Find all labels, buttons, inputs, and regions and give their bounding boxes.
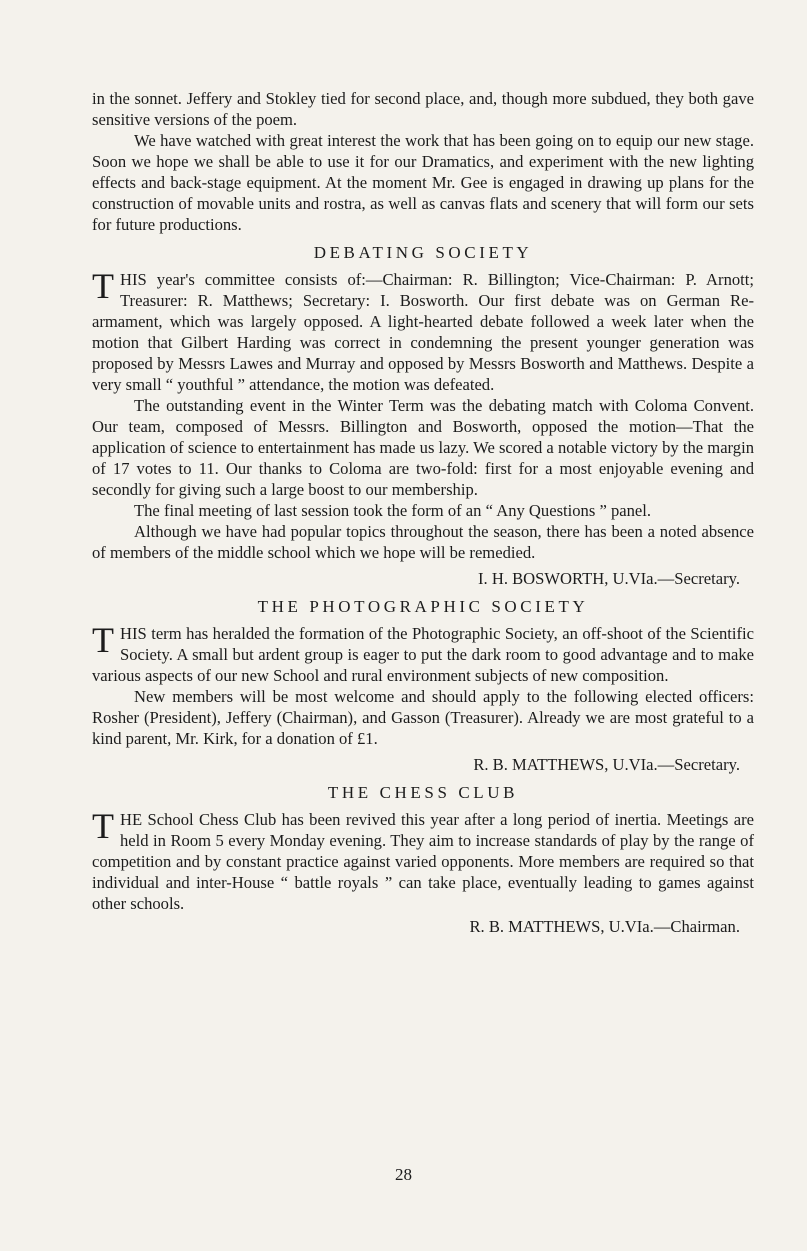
debating-society-heading: DEBATING SOCIETY [313, 243, 533, 262]
debating-paragraph-2: The outstanding event in the Winter Term was the debating match with Coloma Convent. Our team, composed of Messrs. Billington and Bosworth, opposed the motion—That the application of science to entertainment has made us lazy. We scored a notable victory by the margin of 17 votes to 11. Our thanks to Coloma are two-fold: first for a most enjoyable evening and secondly for giving such a large boost to our membership. [92, 396, 754, 499]
photographic-paragraph-1 [92, 620, 754, 686]
text-column [92, 88, 754, 941]
debating-paragraph-1-text: HIS year's committee consists of:—Chairman: R. Billington; Vice-Chairman: P. Arnott; Treasurer: R. Matthews; Secretary: I. Bosworth. Our first debate was on German Re-armament, which was largely opposed. A light-hearted debate followed a week later when the motion that Gilbert Harding was correct in condemning the present younger generation was proposed by Messrs Lawes and Murray and opposed by Messrs Bosworth and Matthews. Despite a very small “ youthful ” attendance, the motion was defeated. [92, 270, 754, 394]
photographic-signature: R. B. MATTHEWS, U.VIa.—Secretary. [473, 755, 740, 774]
debating-paragraph-1 [92, 266, 754, 395]
chess-club-heading: THE CHESS CLUB [327, 783, 519, 802]
chess-signature: R. B. MATTHEWS, U.VIa.—Chairman. [469, 917, 740, 936]
page-number: 28 [395, 1165, 412, 1184]
photographic-society-heading: THE PHOTOGRAPHIC SOCIETY [257, 597, 589, 616]
drop-cap: T [92, 620, 114, 660]
intro-paragraph-1: in the sonnet. Jeffery and Stokley tied for second place, and, though more subdued, they both gave sensitive versions of the poem. [92, 89, 754, 129]
drop-cap: T [92, 266, 114, 306]
drop-cap: T [92, 806, 114, 846]
chess-paragraph-1 [92, 806, 754, 914]
chess-paragraph-1-text: HE School Chess Club has been revived this year after a long period of inertia. Meetings are held in Room 5 every Monday evening. They aim to increase standards of play by the range of competition and by constant practice against varied opponents. More members are required so that individual and inter-House “ battle royals ” can take place, eventually leading to games against other schools. [92, 810, 754, 913]
debating-signature: I. H. BOSWORTH, U.VIa.—Secretary. [478, 569, 740, 588]
debating-paragraph-3: The final meeting of last session took the form of an “ Any Questions ” panel. [134, 501, 652, 520]
debating-paragraph-4: Although we have had popular topics throughout the season, there has been a noted absence of members of the middle school which we hope will be remedied. [92, 522, 754, 562]
intro-paragraph-2: We have watched with great interest the work that has been going on to equip our new stage. Soon we hope we shall be able to use it for our Dramatics, and experiment with the new lighting effects and back-stage equipment. At the moment Mr. Gee is engaged in drawing up plans for the construction of movable units and rostra, as well as canvas flats and scenery that will form our sets for future productions. [92, 131, 754, 234]
photographic-paragraph-1-text: HIS term has heralded the formation of the Photographic Society, an off-shoot of the Scientific Society. A small but ardent group is eager to put the dark room to good advantage and to make various aspects of our new School and rural environment subjects of new composition. [92, 624, 754, 685]
photographic-paragraph-2: New members will be most welcome and should apply to the following elected officers: Rosher (President), Jeffery (Chairman), and Gasson (Treasurer). Already we are most grateful to a kind parent, Mr. Kirk, for a donation of £1. [92, 687, 754, 748]
